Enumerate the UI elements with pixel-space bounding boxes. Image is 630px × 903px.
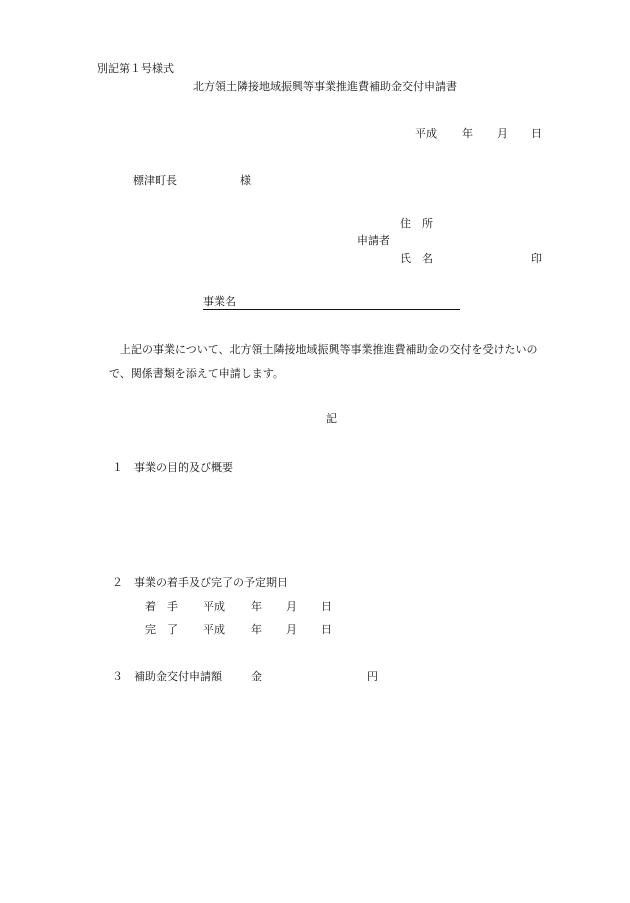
start-year-unit: 年 [251,600,262,613]
section-3-title: 補助金交付申請額 [134,670,222,683]
project-name-label: 事業名 [203,295,236,308]
applicant-name-label: 氏 名 [400,252,433,265]
section-2-title: 事業の着手及び完了の予定期日 [134,576,288,589]
applicant-role-label: 申請者 [357,234,390,247]
end-month-unit: 月 [286,623,297,636]
end-day-unit: 日 [321,623,332,636]
section-3-number: ３ [112,670,123,683]
amount-prefix: 金 [251,670,262,683]
start-day-unit: 日 [321,600,332,613]
date-month-unit: 月 [497,127,508,140]
section-1-number: １ [112,461,123,474]
start-label: 着 手 [145,600,178,613]
applicant-address-label: 住 所 [400,217,433,230]
section-1-title: 事業の目的及び概要 [134,461,233,474]
end-era: 平成 [203,623,225,636]
seal-mark: 印 [531,252,542,265]
amount-unit: 円 [367,670,378,683]
end-label: 完 了 [145,623,178,636]
section-2-number: ２ [112,576,123,589]
ki-heading: 記 [326,412,337,425]
body-text-line-1: 上記の事業について、北方領土隣接地域振興等事業推進費補助金の交付を受けたいの [120,343,538,356]
date-era: 平成 [415,127,437,140]
addressee-name: 標津町長 [133,174,177,187]
date-year-unit: 年 [462,127,473,140]
addressee-honorific: 様 [240,174,251,187]
start-era: 平成 [203,600,225,613]
form-label: 別記第１号様式 [97,62,174,75]
body-text-line-2: で、関係書類を添えて申請します。 [109,367,284,380]
end-year-unit: 年 [251,623,262,636]
project-name-underline [203,309,460,310]
document-title: 北方領土隣接地域振興等事業推進費補助金交付申請書 [193,80,457,93]
start-month-unit: 月 [286,600,297,613]
date-day-unit: 日 [531,127,542,140]
